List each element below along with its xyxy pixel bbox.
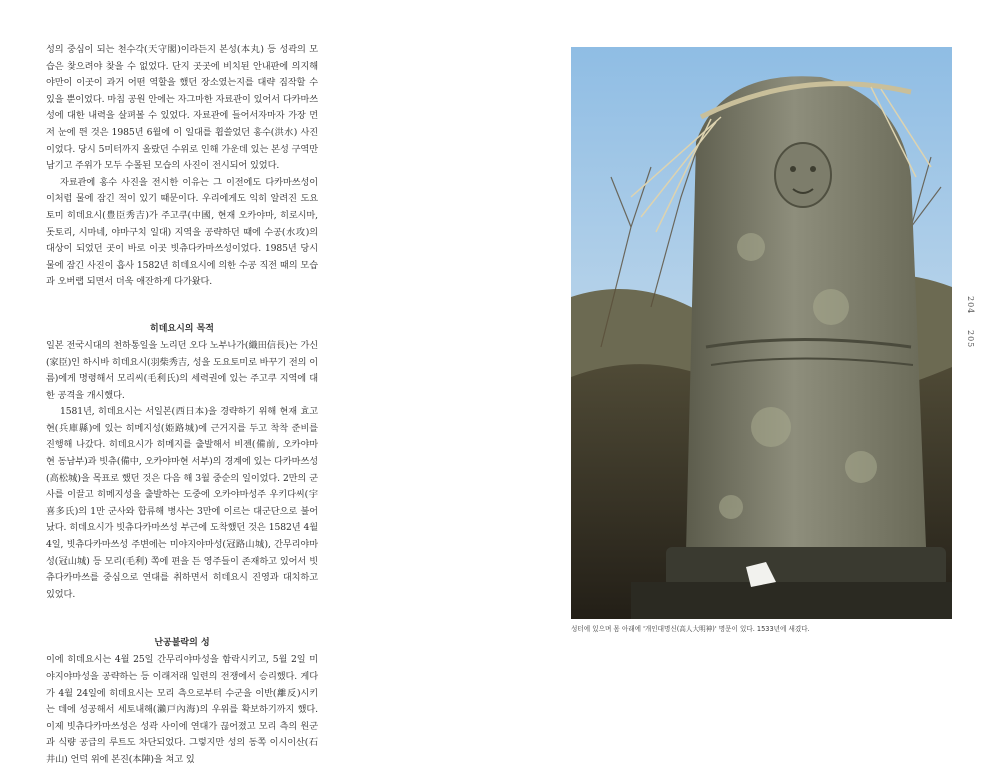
left-page-text: [46, 42, 318, 769]
intro-paragraph-2: 자료관에 홍수 사진을 전시한 이유는 그 이전에도 다카마쓰성이 이처럼 물에 잠긴 적이 있기 때문이다. 우리에게도 익히 알려진 도요토미 히데요시(豊臣秀吉)가 주고쿠(中國, 현재 오카야마, 히로시마, 돗토리, 시마네, 야마구치 일대) 지역을 공략하던 때에 수공(水攻)의 대상이 되었던 곳이 바로 이곳 빗츄다카마쓰성이었다. 1985년 당시 물에 잠긴 사진이 흡사 1582년 히데요시에 의한 수공 직전 때의 모습과 오버랩 되면서 더욱 애잔하게 다가왔다.: [46, 176, 318, 288]
page-numbers: [966, 296, 975, 360]
intro-paragraph-1: 성의 중심이 되는 천수각(天守閣)이라든지 본성(本丸) 등 성곽의 모습은 찾으려야 찾을 수 없었다. 단지 곳곳에 비치된 안내판에 의지해야만이 이곳이 과거 어떤 역할을 했던 장소였는지를 대략 짐작할 수 있을 뿐이었다. 마침 공원 안에는 자그마한 자료관이 있어서 다카마쓰성에 대한 내력을 살펴볼 수 있었다. 자료관에 들어서자마자 가장 먼저 눈에 띈 것은 1985년 6월에 이 일대를 휩쓸었던 홍수(洪水) 사진이었다. 당시 5미터까지 올랐던 수위로 인해 가운데 있는 본성 구역만 남기고 주위가 모두 수몰된 모습의 사진이 전시되어 있었다.: [46, 44, 318, 172]
section2-paragraph-1: 이에 히데요시는 4월 25일 간무리야마성을 함락시키고, 5월 2일 미야지야마성을 공략하는 등 이래저래 일련의 전쟁에서 승리했다. 게다가 4월 24일에 히데요시는 모리 측으로부터 수군을 이반(離反)시키는 데에 성공해서 세토내해(瀨戸內海)의 우위를 확보하기까지 했다. 이제 빗츄다카마쓰성은 성곽 사이에 연대가 끊어졌고 모리 측의 원군과 식량 공급의 루트도 차단되었다. 그렇지만 성의 동쪽 이시이산(石井山) 언덕 위에 본진(本陣)을 쳐고 있: [46, 654, 318, 765]
section-heading-purpose: 히데요시의 목적: [150, 323, 214, 334]
section1-paragraph-2: 1581년, 히데요시는 서일본(西日本)을 경략하기 위해 현재 효고현(兵庫縣)에 있는 히메지성(姫路城)에 근거지를 두고 착착 준비를 진행해 나갔다. 히데요시가 히메지를 출발해서 비젠(備前, 오카야마현 동남부)과 빗츄(備中, 오카야마현 서부)의 경계에 있는 다카마쓰성(高松城)을 목표로 했던 것은 다음 해 3월 중순의 일이었다. 2만의 군사를 이끌고 히메지성을 출발하는 도중에 오카야마성주 우키다씨(宇喜多氏)의 1만 군사와 합류해 병사는 3만에 이르는 대군단으로 불어났다. 히데요시가 빗츄다카마쓰성 부근에 도착했던 것은 1582년 4월 4일, 빗츄다카마쓰성 주변에는 미야지야마성(冠路山城), 간무리야마성(冠山城) 등 모리(毛利) 쪽에 편을 든 영주들이 존재하고 있어서 빗츄다카마쓰를 중심으로 연대를 취하면서 히데요시 진영과 대치하고 있었다.: [46, 406, 318, 600]
section1-paragraph-1: 일본 전국시대의 천하통일을 노리던 오다 노부나가(織田信長)는 가신(家臣)인 하시바 히데요시(羽柴秀吉, 성을 도요토미로 바꾸기 전의 이름)에게 명령해서 모리씨(毛利氏)의 세력권에 있는 주고쿠 지역에 대한 공격을 개시했다.: [46, 339, 318, 401]
page-number-left: 204: [966, 296, 975, 315]
photo-caption: 성터에 있으며 몸 아래에 '개인대명신(高人大明神)' 명문이 있다. 1533년에 새겼다.: [571, 625, 810, 633]
page-number-right: 205: [966, 329, 975, 349]
stone-monument-illustration: [571, 47, 952, 619]
section-heading-impregnable-castle: 난공불락의 성: [154, 638, 210, 649]
stone-monument-photo: [571, 47, 952, 619]
